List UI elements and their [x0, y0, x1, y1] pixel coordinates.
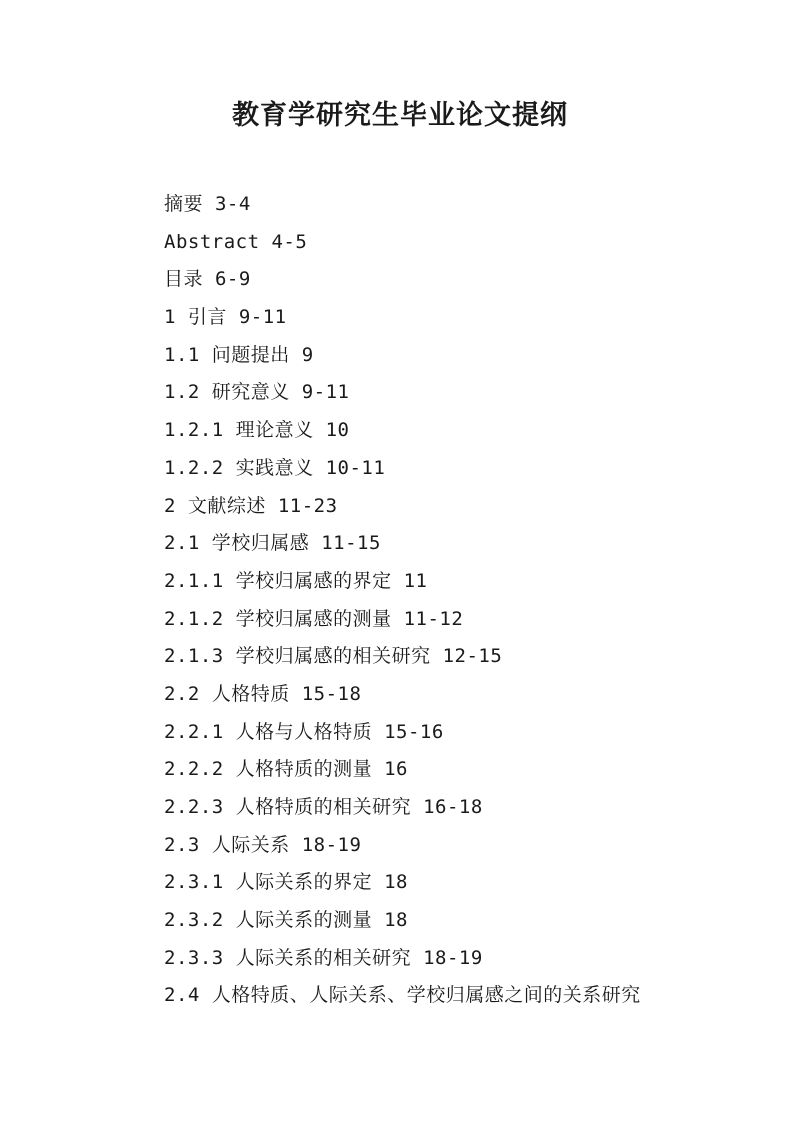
toc-item-abstract-en: Abstract 4-5 [164, 230, 308, 253]
toc-item-1-2-2: 1.2.2 实践意义 10-11 [164, 456, 386, 479]
toc-item-chapter-2: 2 文献综述 11-23 [164, 494, 338, 517]
toc-item-2-4: 2.4 人格特质、人际关系、学校归属感之间的关系研究 [164, 984, 641, 1007]
toc-item-contents: 目录 6-9 [164, 268, 251, 291]
toc-item-1-2: 1.2 研究意义 9-11 [164, 381, 350, 404]
toc-item-2-3: 2.3 人际关系 18-19 [164, 833, 362, 856]
toc-item-2-1-2: 2.1.2 学校归属感的测量 11-12 [164, 607, 464, 630]
toc-item-2-2-1: 2.2.1 人格与人格特质 15-16 [164, 720, 444, 743]
toc-item-chapter-1: 1 引言 9-11 [164, 306, 287, 329]
toc-item-2-3-2: 2.3.2 人际关系的测量 18 [164, 909, 408, 932]
table-of-contents [164, 186, 764, 1015]
page-title: 教育学研究生毕业论文提纲 [232, 100, 568, 131]
toc-item-2-3-3: 2.3.3 人际关系的相关研究 18-19 [164, 946, 483, 969]
toc-item-2-1: 2.1 学校归属感 11-15 [164, 532, 381, 555]
toc-item-2-3-1: 2.3.1 人际关系的界定 18 [164, 871, 408, 894]
toc-item-1-2-1: 1.2.1 理论意义 10 [164, 419, 350, 442]
toc-item-2-2-3: 2.2.3 人格特质的相关研究 16-18 [164, 796, 483, 818]
toc-item-2-1-3: 2.1.3 学校归属感的相关研究 12-15 [164, 645, 503, 668]
toc-item-2-1-1: 2.1.1 学校归属感的界定 11 [164, 569, 428, 592]
toc-item-1-1: 1.1 问题提出 9 [164, 343, 314, 366]
toc-item-2-2: 2.2 人格特质 15-18 [164, 682, 362, 705]
toc-item-2-2-2: 2.2.2 人格特质的测量 16 [164, 758, 408, 781]
toc-item-abstract-cn: 摘要 3-4 [164, 193, 251, 215]
